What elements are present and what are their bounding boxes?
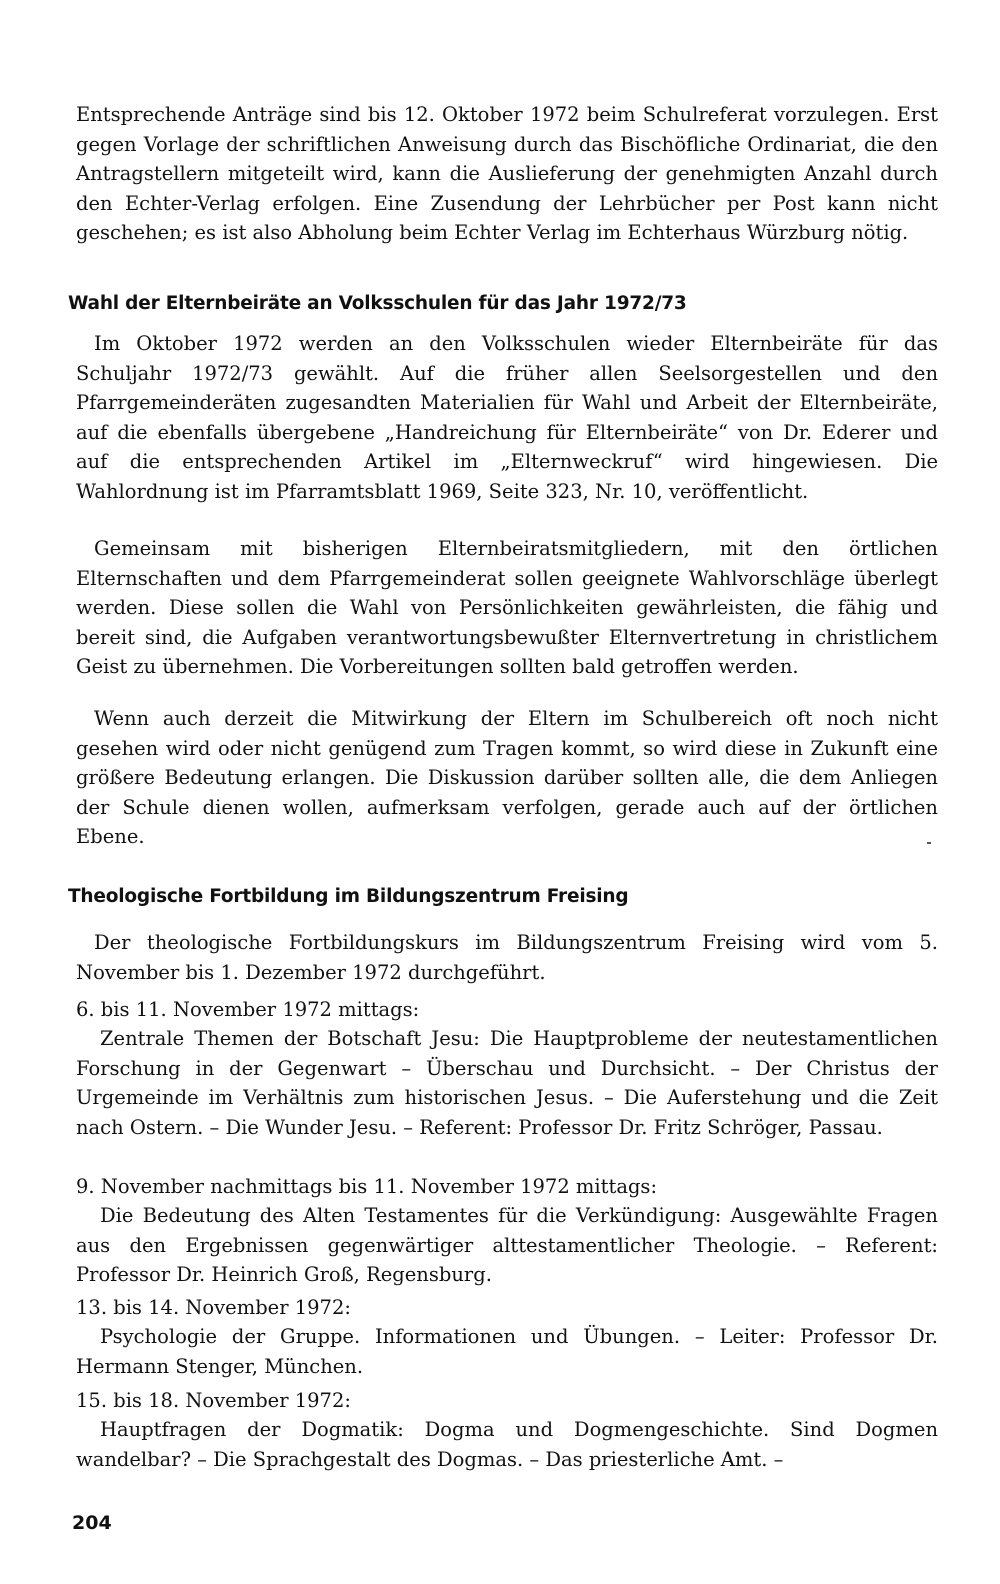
- course-date: 9. November nachmittags bis 11. November 1972 mittags:: [76, 1175, 658, 1198]
- heading-theologische-fortbildung: Theologische Fortbildung im Bildungszentrum Freising: [68, 886, 629, 907]
- course-description: Hauptfragen der Dogmatik: Dogma und Dogmengeschichte. Sind Dogmen wandelbar? – Die Sprachgestalt des Dogmas. – Das priesterliche Amt. –: [76, 1418, 938, 1471]
- page-number: 204: [72, 1512, 112, 1534]
- heading-elternbeirat-wahl: Wahl der Elternbeiräte an Volksschulen für das Jahr 1972/73: [68, 293, 687, 314]
- course-description: Psychologie der Gruppe. Informationen und Übungen. – Leiter: Professor Dr. Hermann Stenger, München.: [76, 1325, 938, 1378]
- paragraph-elternbeirat-intro: Im Oktober 1972 werden an den Volksschulen wieder Elternbeiräte für das Schuljahr 1972/73 gewählt. Auf die früher allen Seelsorgestellen und den Pfarrgemeinderäten zugesandten Materialien für Wahl und Arbeit der Elternbeiräte, auf die ebenfalls übergebene „Handreichung für Elternbeiräte“ von Dr. Ederer und auf die entsprechenden Artikel im „Elternweckruf“ wird hingewiesen. Die Wahlordnung ist im Pfarramtsblatt 1969, Seite 323, Nr. 10, veröffentlicht.: [76, 332, 938, 503]
- paragraph-elternbeirat-mitwirkung: Wenn auch derzeit die Mitwirkung der Eltern im Schulbereich oft noch nicht gesehen wird oder nicht genügend zum Tragen kommt, so wird diese in Zukunft eine größere Bedeutung erlangen. Die Diskussion darüber sollten alle, die dem Anliegen der Schule dienen wollen, aufmerksam verfolgen, gerade auch auf der örtlichen Ebene.: [76, 707, 938, 848]
- paragraph-textbook-orders: Entsprechende Anträge sind bis 12. Oktober 1972 beim Schulreferat vorzulegen. Erst gegen Vorlage der schriftlichen Anweisung durch das Bischöfliche Ordinariat, die den Antragstellern mitgeteilt wird, kann die Auslieferung der genehmigten Anzahl durch den Echter-Verlag erfolgen. Eine Zusendung der Lehrbücher per Post kann nicht geschehen; es ist also Abholung beim Echter Verlag im Echterhaus Würzburg nötig.: [76, 103, 938, 244]
- paragraph-fortbildung-intro: Der theologische Fortbildungskurs im Bildungszentrum Freising wird vom 5. November bis 1. Dezember 1972 durchgeführt.: [76, 931, 938, 984]
- stray-mark: [927, 842, 931, 844]
- paragraph-elternbeirat-vorschlaege: Gemeinsam mit bisherigen Elternbeiratsmitgliedern, mit den örtlichen Elternschaften und dem Pfarrgemeinderat sollen geeignete Wahlvorschläge überlegt werden. Diese sollen die Wahl von Persönlichkeiten gewährleisten, die fähig und bereit sind, die Aufgaben verantwortungsbewußter Elternvertretung in christlichem Geist zu übernehmen. Die Vorbereitungen sollten bald getroffen werden.: [76, 537, 938, 678]
- course-date: 15. bis 18. November 1972:: [76, 1389, 351, 1412]
- course-date: 6. bis 11. November 1972 mittags:: [76, 998, 420, 1021]
- course-description: Die Bedeutung des Alten Testamentes für die Verkündigung: Ausgewählte Fragen aus den Ergebnissen gegenwärtiger alttestamentlicher Theologie. – Referent: Professor Dr. Heinrich Groß, Regensburg.: [76, 1204, 938, 1286]
- course-date: 13. bis 14. November 1972:: [76, 1296, 351, 1319]
- course-description: Zentrale Themen der Botschaft Jesu: Die Hauptprobleme der neutestamentlichen Forschung in der Gegenwart – Überschau und Durchsicht. – Der Christus der Urgemeinde im Verhältnis zum historischen Jesus. – Die Auferstehung und die Zeit nach Ostern. – Die Wunder Jesu. – Referent: Professor Dr. Fritz Schröger, Passau.: [76, 1027, 938, 1139]
